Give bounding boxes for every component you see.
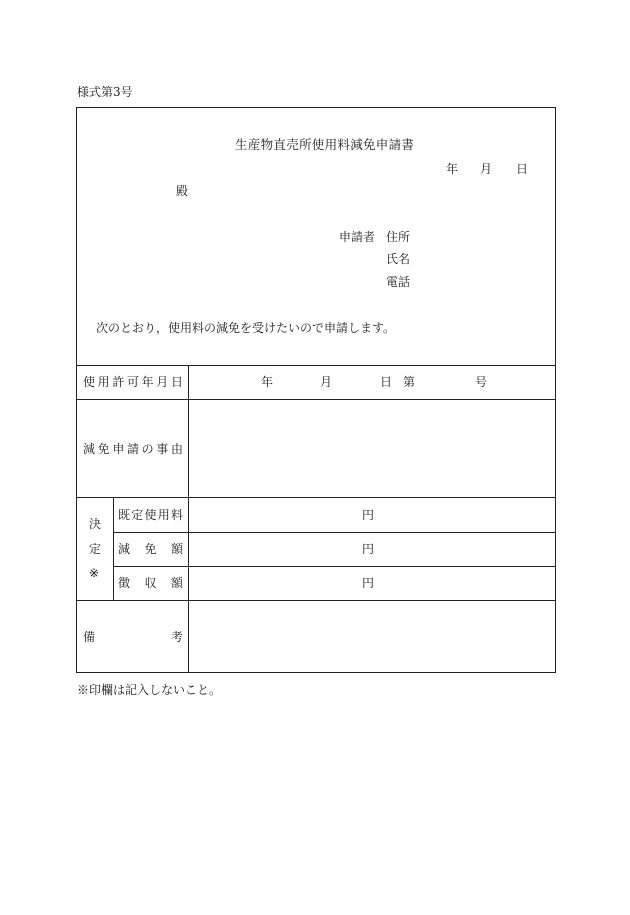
label-char: 額 (170, 542, 183, 556)
date-year-label: 年 (446, 162, 459, 176)
name-label: 氏名 (386, 252, 411, 266)
label-char: 免 (97, 442, 110, 456)
label-char: 月 (156, 375, 169, 389)
date-month-label: 月 (480, 162, 493, 176)
decision-group-rule (113, 497, 114, 600)
row-rule-2 (76, 497, 556, 498)
label-char: 減 (118, 542, 131, 556)
decision-group-char-3: ※ (89, 566, 100, 580)
form-title: 生産物直売所使用料減免申請書 (235, 137, 415, 152)
label-char: 考 (170, 630, 183, 644)
label-char: 既 (118, 508, 131, 522)
row-rule-5 (76, 600, 556, 601)
permit-date-label (83, 376, 183, 388)
label-char: 申 (112, 442, 125, 456)
addressee-suffix: 殿 (176, 184, 189, 198)
applicant-label: 申請者 (339, 230, 376, 244)
label-char: 可 (126, 375, 139, 389)
permit-number-prefix: 第 (403, 375, 416, 389)
phone-label: 電話 (386, 275, 411, 289)
label-char: 用 (97, 375, 110, 389)
label-char: 備 (83, 630, 96, 644)
address-label: 住所 (386, 230, 411, 244)
decision-group-char-1: 決 (89, 517, 102, 531)
table-top-rule (76, 365, 556, 366)
decision-row-label (118, 577, 183, 589)
row-rule-3 (113, 532, 556, 533)
permit-number-suffix: 号 (475, 375, 488, 389)
footnote: ※印欄は記入しないこと。 (77, 683, 222, 697)
date-day-label: 日 (516, 162, 529, 176)
label-column-rule (188, 365, 189, 673)
decision-row-label (118, 509, 183, 521)
application-statement: 次のとおり，使用料の減免を受けたいので申請します。 (96, 321, 396, 335)
label-char: 徴 (118, 576, 131, 590)
row-rule-4 (113, 566, 556, 567)
label-char: 免 (144, 542, 157, 556)
row-rule-1 (76, 399, 556, 400)
label-char: 減 (83, 442, 96, 456)
label-char: 定 (131, 508, 144, 522)
label-char: 用 (157, 508, 170, 522)
label-char: 年 (141, 375, 154, 389)
label-char: 使 (83, 375, 96, 389)
reason-label (83, 443, 183, 455)
label-char: 日 (170, 375, 183, 389)
decision-row-label (118, 543, 183, 555)
permit-year: 年 (261, 375, 274, 389)
label-char: 許 (112, 375, 125, 389)
label-char: 使 (144, 508, 157, 522)
remarks-label (83, 631, 183, 643)
decision-group-char-2: 定 (89, 542, 102, 556)
decision-row-unit: 円 (362, 542, 375, 556)
label-char: 由 (170, 442, 183, 456)
label-char: 額 (170, 576, 183, 590)
form-number: 様式第3号 (77, 85, 133, 99)
label-char: 料 (170, 508, 183, 522)
decision-row-unit: 円 (362, 508, 375, 522)
label-char: 収 (144, 576, 157, 590)
label-char: 請 (126, 442, 139, 456)
label-char: の (141, 442, 154, 456)
permit-month: 月 (320, 375, 333, 389)
label-char: 事 (156, 442, 169, 456)
permit-day: 日 (380, 375, 393, 389)
decision-row-unit: 円 (362, 576, 375, 590)
